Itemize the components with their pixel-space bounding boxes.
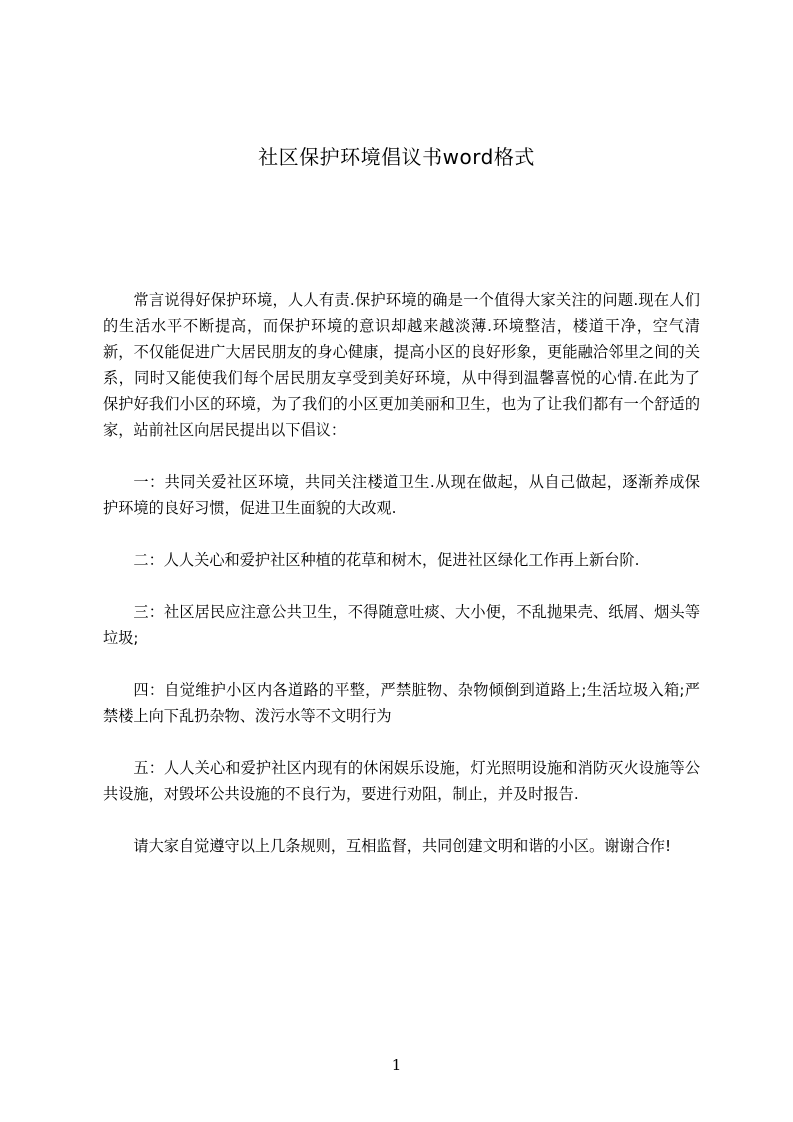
paragraph-intro: 常言说得好保护环境，人人有责.保护环境的确是一个值得大家关注的问题.现在人们的生活水平不断提高，而保护环境的意识却越来越淡薄.环境整洁，楼道干净，空气清新，不仅能促进广大居民朋友的身心健康，提高小区的良好形象，更能融洽邻里之间的关系，同时又能使我们每个居民朋友享受到美好环境，从中得到温馨喜悦的心情.在此为了保护好我们小区的环境，为了我们的小区更加美丽和卫生，也为了让我们都有一个舒适的家，站前社区向居民提出以下倡议：: [103, 291, 700, 439]
paragraph-item-2: 二：人人关心和爱护社区种植的花草和树木，促进社区绿化工作再上新台阶.: [133, 551, 640, 569]
paragraph-item-5: 五：人人关心和爱护社区内现有的休闲娱乐设施，灯光照明设施和消防灭火设施等公共设施，对毁坏公共设施的不良行为，要进行劝阻，制止，并及时报告.: [103, 759, 700, 803]
document-body: [103, 287, 700, 859]
document-title: 社区保护环境倡议书word格式: [258, 145, 535, 169]
paragraph-item-1: 一：共同关爱社区环境，共同关注楼道卫生.从现在做起，从自己做起，逐渐养成保护环境的良好习惯，促进卫生面貌的大改观.: [103, 473, 700, 517]
paragraph-item-3: 三：社区居民应注意公共卫生，不得随意吐痰、大小便，不乱抛果壳、纸屑、烟头等垃圾;: [103, 603, 700, 647]
paragraph-item-4: 四：自觉维护小区内各道路的平整，严禁脏物、杂物倾倒到道路上;生活垃圾入箱;严禁楼上向下乱扔杂物、泼污水等不文明行为: [103, 681, 700, 725]
paragraph-closing: 请大家自觉遵守以上几条规则，互相监督，共同创建文明和谐的小区。谢谢合作!: [133, 837, 672, 855]
page-number: 1: [391, 1056, 402, 1074]
